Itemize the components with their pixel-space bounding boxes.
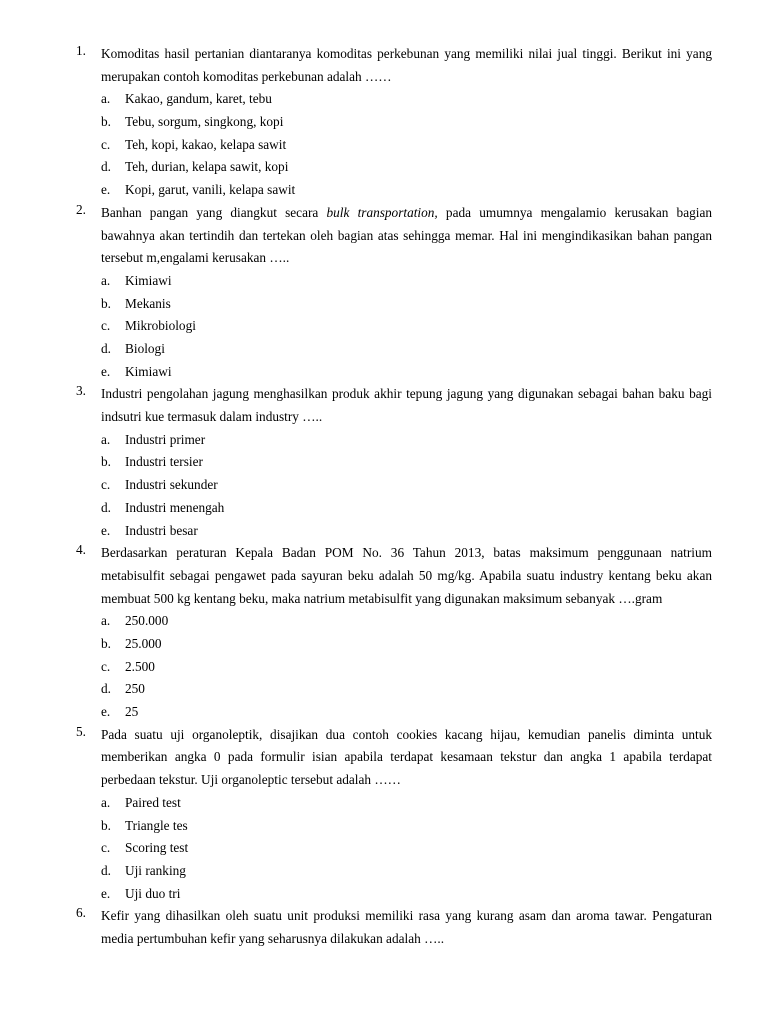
option-text: Uji ranking: [125, 862, 186, 878]
option-letter: b.: [101, 114, 111, 130]
option-letter: c.: [101, 840, 111, 856]
option-letter: b.: [101, 636, 111, 652]
option-letter: e.: [101, 885, 111, 901]
option-item: [101, 837, 712, 860]
question-text-italic: bulk transportation,: [326, 204, 438, 220]
question-text: [101, 43, 712, 88]
option-item: [101, 338, 712, 361]
option-text: Teh, durian, kelapa sawit, kopi: [125, 159, 289, 175]
option-text: 25: [125, 704, 139, 720]
option-letter: a.: [101, 794, 111, 810]
option-item: [101, 815, 712, 838]
question-text-part: Industri pengolahan jagung menghasilkan produk akhir tepung jagung yang digunakan sebagai bahan baku bagi indsutri kue termasuk dalam industry …..: [101, 386, 712, 425]
option-item: [101, 860, 712, 883]
option-text: Tebu, sorgum, singkong, kopi: [125, 114, 284, 130]
question-text: [101, 542, 712, 610]
option-item: [101, 88, 712, 111]
option-letter: d.: [101, 499, 111, 515]
question-text: [101, 905, 712, 950]
option-item: [101, 792, 712, 815]
question-number: 3.: [76, 383, 86, 399]
option-text: Kimiawi: [125, 272, 172, 288]
option-text: Kimiawi: [125, 363, 172, 379]
option-text: Triangle tes: [125, 817, 188, 833]
option-text: Kopi, garut, vanili, kelapa sawit: [125, 182, 296, 198]
option-letter: b.: [101, 817, 111, 833]
question-4: [76, 542, 712, 724]
option-letter: a.: [101, 272, 111, 288]
question-text-part: pada umumnya mengalamio kerusakan bagian bawahnya akan tertindih dan tertekan oleh bagian atas sehingga memar. Hal ini mengindikasikan bahan pangan tersebut m,engalami kerusakan …..: [101, 204, 712, 266]
question-number: 1.: [76, 43, 86, 58]
question-text-part: Banhan pangan yang diangkut secara: [101, 204, 327, 220]
option-list: [101, 270, 712, 383]
option-item: [101, 497, 712, 520]
option-text: Uji duo tri: [125, 885, 181, 901]
option-letter: d.: [101, 862, 111, 878]
question-number: 4.: [76, 542, 86, 558]
option-text: Industri sekunder: [125, 477, 218, 493]
option-item: [101, 656, 712, 679]
question-text: [101, 383, 712, 428]
question-list: [0, 43, 712, 951]
question-2: [76, 201, 712, 384]
option-item: [101, 883, 712, 906]
option-letter: e.: [101, 182, 111, 198]
option-item: [101, 179, 712, 202]
option-letter: b.: [101, 295, 111, 311]
option-letter: c.: [101, 477, 111, 493]
option-item: [101, 293, 712, 316]
question-text-part: Berdasarkan peraturan Kepala Badan POM No. 36 Tahun 2013, batas maksimum penggunaan natrium metabisulfit sebagai pengawet pada sayuran beku adalah 50 mg/kg. Apabila suatu industry kentang beku akan membuat 500 kg kentang beku, maka natrium metabisulfit yang digunakan maksimum sebanyak ….gram: [101, 545, 712, 606]
option-letter: d.: [101, 341, 111, 357]
option-letter: b.: [101, 454, 111, 470]
option-item: [101, 361, 712, 384]
question-text-part: Kefir yang dihasilkan oleh suatu unit produksi memiliki rasa yang kurang asam dan aroma tawar. Pengaturan media pertumbuhan kefir yang seharusnya dilakukan adalah …..: [101, 908, 712, 947]
option-text: 250.000: [125, 613, 169, 629]
option-letter: d.: [101, 681, 111, 697]
option-list: [101, 429, 712, 542]
option-list: [101, 792, 712, 905]
option-text: 25.000: [125, 636, 162, 652]
option-item: [101, 270, 712, 293]
question-number: 5.: [76, 723, 86, 739]
option-text: Scoring test: [125, 840, 189, 856]
option-letter: a.: [101, 91, 111, 107]
option-letter: e.: [101, 704, 111, 720]
question-5: [76, 723, 712, 906]
option-text: Kakao, gandum, karet, tebu: [125, 91, 272, 107]
question-3: [76, 383, 712, 542]
option-item: [101, 678, 712, 701]
option-item: [101, 156, 712, 179]
option-item: [101, 633, 712, 656]
option-letter: e.: [101, 522, 111, 538]
question-text-part: Pada suatu uji organoleptik, disajikan dua contoh cookies kacang hijau, kemudian panelis diminta untuk memberikan angka 0 pada formulir isian apabila terdapat kesamaan tekstur dan angka 1 apabila terdapat perbedaan tekstur. Uji organoleptic tersebut adalah ……: [101, 726, 712, 788]
question-1: [76, 43, 712, 202]
option-text: Industri primer: [125, 431, 206, 447]
option-list: [101, 610, 712, 723]
option-item: [101, 520, 712, 543]
option-item: [101, 429, 712, 452]
option-letter: c.: [101, 658, 111, 674]
option-list: [101, 88, 712, 201]
option-letter: d.: [101, 159, 111, 175]
option-text: Industri tersier: [125, 454, 203, 470]
option-letter: a.: [101, 613, 111, 629]
question-number: 2.: [76, 201, 86, 217]
option-text: Paired test: [125, 794, 181, 810]
option-item: [101, 134, 712, 157]
option-text: Mekanis: [125, 295, 171, 311]
option-letter: c.: [101, 136, 111, 152]
option-letter: e.: [101, 363, 111, 379]
option-item: [101, 701, 712, 724]
question-text: [101, 724, 712, 792]
option-item: [101, 474, 712, 497]
option-item: [101, 111, 712, 134]
question-6: [76, 905, 712, 950]
option-text: 2.500: [125, 658, 155, 674]
option-text: 250: [125, 681, 145, 697]
question-text-part: Komoditas hasil pertanian diantaranya komoditas perkebunan yang memiliki nilai jual tinggi. Berikut ini yang merupakan contoh komoditas perkebunan adalah ……: [101, 46, 712, 84]
option-text: Industri besar: [125, 522, 198, 538]
option-text: Mikrobiologi: [125, 318, 196, 334]
option-text: Biologi: [125, 341, 165, 357]
question-number: 6.: [76, 905, 86, 921]
option-item: [101, 315, 712, 338]
option-item: [101, 451, 712, 474]
question-text: [101, 202, 712, 270]
option-item: [101, 610, 712, 633]
option-text: Teh, kopi, kakao, kelapa sawit: [125, 136, 287, 152]
option-text: Industri menengah: [125, 499, 225, 515]
option-letter: a.: [101, 431, 111, 447]
option-letter: c.: [101, 318, 111, 334]
